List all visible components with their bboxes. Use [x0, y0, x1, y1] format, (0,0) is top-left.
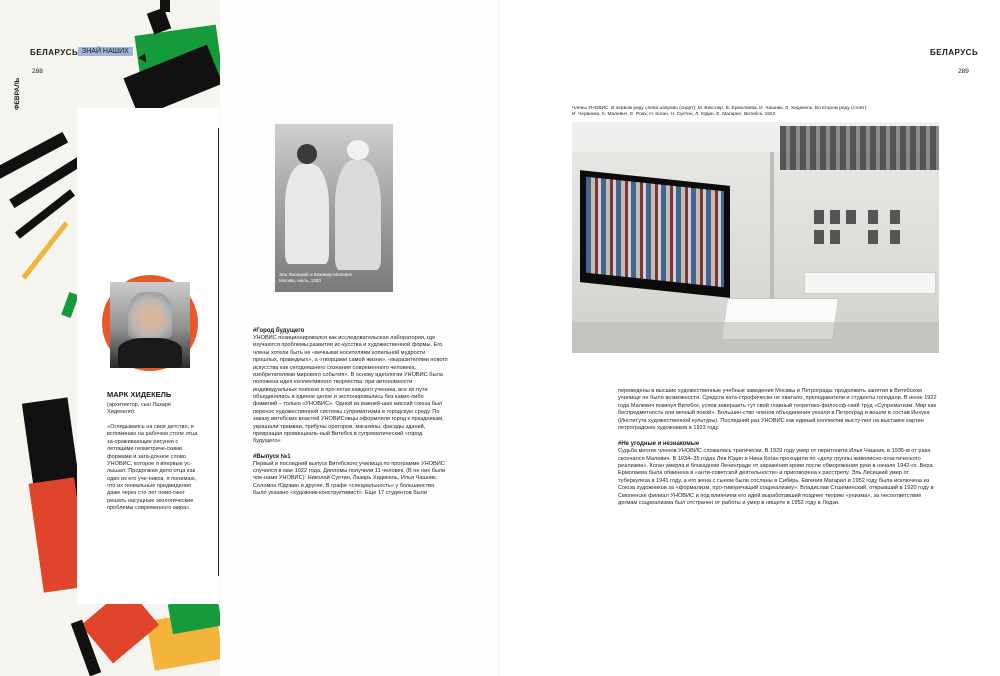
- historic-photo: [275, 124, 393, 292]
- page-number: 288: [32, 68, 43, 75]
- section-header: БЕЛАРУСЬ: [30, 48, 79, 57]
- section-text: УНОВИС позиционировался как исследовательская лаборатория, где изучаются проблемы развития ис-кусства и художественной формы. Его члены хотели быть не «вечными носителями копильной мудрости прошлых, праведных», а «творцами самой жизни», «выразителями нового искусства как сегодняшнего сознания современного человека, изобретателями мирового события». В основу идеологии УНОВИС была положена идея коллективного творчества: при автономности индивидуальных поисков и про-ектах каждого ученика, все их пути объединялись в единое целое и экспонировались без каких-либо фамилий – только «УНОВИС». Одной из важней-ших миссий союза был перенос художественной системы супрематизма в городскую среду. По заказу витебских властей УНОВИСовцы оформляли город к праздникам, украшали трамваи, трибуны ораторов, магазины, фасады зданий, превращая провинциаль-ный Витебск в супрематический «город будущего».: [253, 335, 448, 445]
- section-header: БЕЛАРУСЬ: [930, 48, 979, 57]
- main-column-left: [253, 328, 449, 498]
- section-title: #Не угодные и незнакомые: [618, 441, 700, 448]
- speaker-role: (архитектор, сын Лазаря Хидекеля):: [107, 402, 171, 416]
- continued-text: переведены в высшие художественные учебные заведения Москвы и Петрограда: продолжить занятия в Витебском училище не было возможности. Средств ката-строфически не хватало, преподаватели и студенты голодали. В июне 1922 года Малевич покинул Витебск, успев завершить тут свой главный теоретико-философ-ский труд «Супрематизм. Мир как беспредметность или вечный покой». Большин-ство членов объединения уехали в Петроград и вошли в состав Инхука (Института художественной культуры). Последний раз УНОВИС как единый коллектив высту-пил на выставке картин петроградских художников в 1923 году.: [618, 388, 937, 431]
- photo-caption: Члены УНОВИС. В первом ряду слева направо (сидят): М. Векслер, В. Ермолаева, И. Чашник, Л. Хидекель. Во втором ряду (стоят): И. Червинка, К. Малевич, Е. Роях, Н. Коган, Н. Суетин, Л. Юдин, Е. Магарил. Витебск, 1922: [572, 106, 868, 118]
- quote-panel: [77, 108, 219, 604]
- section-title: #Город будущего: [253, 328, 305, 334]
- page-number: 289: [958, 68, 969, 75]
- section-text: Первый и последний выпуск Витебского училища по программе УНОВИС случился в мае 1922 года. Дипломы получили 11 человек. (В не них были чле-нами УНОВИС): Николай Суетин, Лазарь Хидекель, Илья Чашник, Соломон Юдовин и другие. В графе «специальность» у большинства было указано «художник-конструктивист». Еще 17 студентов были: [253, 460, 446, 497]
- right-page: [500, 0, 1000, 676]
- media-wall-screen: [580, 170, 730, 298]
- month-label: ФЕВРАЛЬ: [14, 77, 21, 110]
- rubric-tag: ЗНАЙ НАШИХ: [78, 47, 133, 56]
- section-text: Судьба многих членов УНОВИС сложилась трагически. В 1929 году умер от перитонита Илья Чашник, в 1935-м от рака скончался Малевич. В 1934–35 годах Лев Юдин и Нина Коган проходили по «делу группы живописно-пластического реализма». Коган умерла в блокадном Ленинграде от заражения крови после обморожения руки в начале 1942-го. Вера Ермолаева была обвинена в «анти-советской деятельности» и приговорена к расстрелу. Эль Лисицкий умер от туберкулеза в 1941 году, а его жена с сыном были сосланы в Сибирь. Евгения Магарил в 1952 году была исключена из Союза художников за «формализм, про-тиворечащий соцреализму». Владислав Стшеминский, открывший в 1920 году в Смоленске филиал УНОВИС и под влиянием его идей выработавший позднее теорию «унизма», за несоответствие догмам соцреализма был отстранен от работы и умер в нищете в 1952 году в Лодзи.: [618, 448, 934, 506]
- speaker-quote: «Оглядываясь на свое детство, я вспоминаю на рабочем столе отца за-ораживающие рисунки с летящими геометриче-скими формами и зага-дочное слово УНОВИС, которое я впервые ус-лышал. Продолжая дело отца как один из его уче-ников, я понимаю, что их гениальные предвидения даже через сто лет помо-гают решать насущные экологические проблемы современного мира».: [107, 424, 198, 512]
- column-divider: [218, 128, 219, 576]
- speaker-name: МАРК ХИДЕКЕЛЬ: [107, 390, 172, 399]
- black-block: [160, 0, 170, 12]
- exhibition-photo: [572, 122, 939, 353]
- portrait-photo: [110, 282, 190, 368]
- main-column-right: [618, 388, 940, 507]
- section-title: #Выпуск №1: [253, 453, 291, 460]
- photo-caption: Эль Лисицкий и Казимир Малевич. Москва, июль, 1920: [279, 272, 354, 283]
